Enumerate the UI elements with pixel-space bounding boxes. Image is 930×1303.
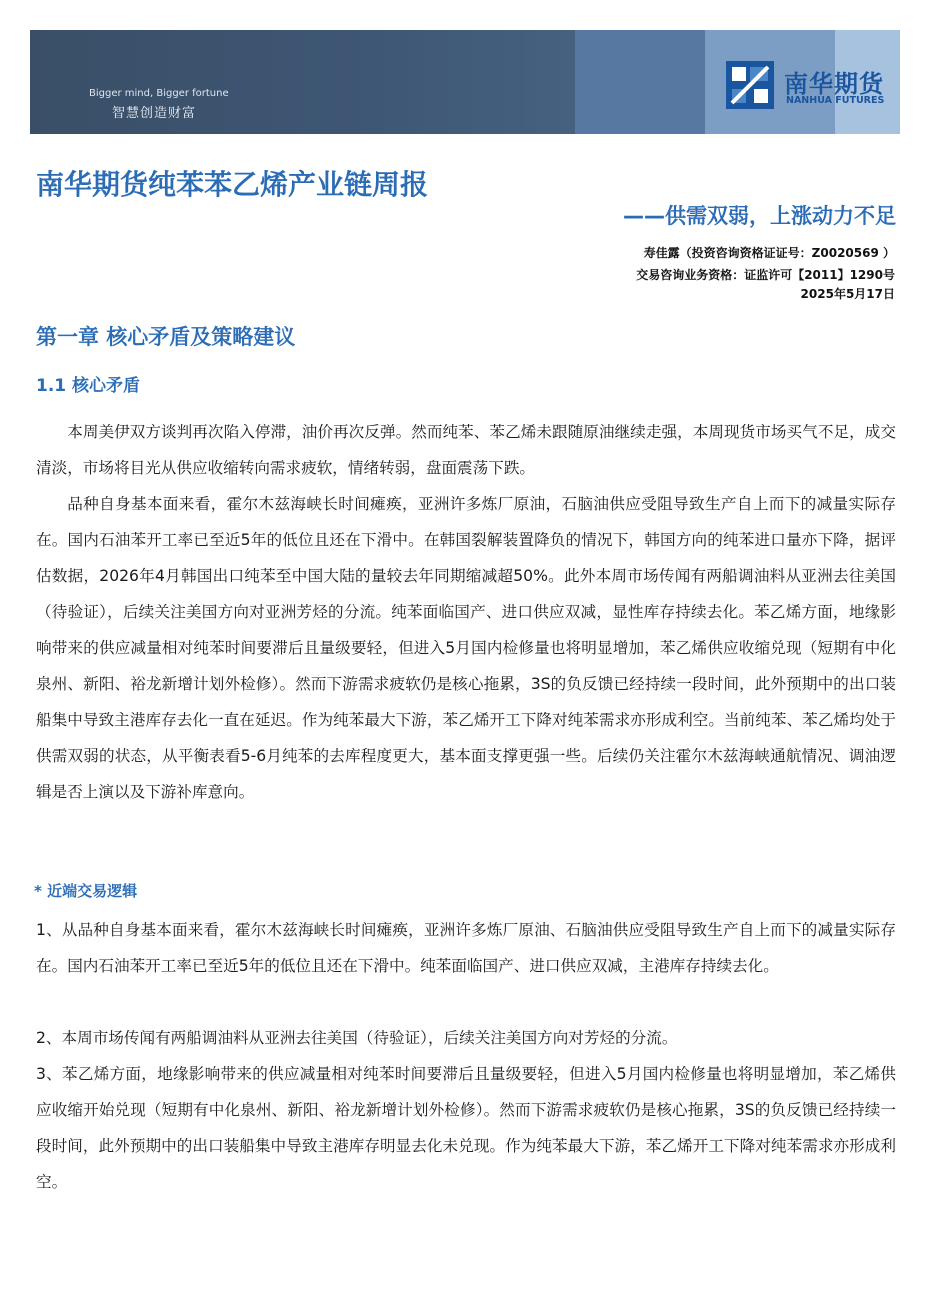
report-subtitle: ——供需双弱，上涨动力不足 bbox=[623, 204, 896, 228]
logic-item: 2、本周市场传闻有两船调油料从亚洲去往美国（待验证），后续关注美国方向对芳烃的分流。 bbox=[36, 1029, 678, 1047]
body-paragraph: 品种自身基本面来看，霍尔木兹海峡长时间瘫痪，亚洲许多炼厂原油，石脑油供应受阻导致生产自上而下的减量实际存在。国内石油苯开工率已至近5年的低位且还在下滑中。在韩国裂解装置降负的情况下，韩国方向的纯苯进口量亦下降，据评估数据，2026年4月韩国出口纯苯至中国大陆的量较去年同期缩减超50%。此外本周市场传闻有两船调油料从亚洲去往美国（待验证），后续关注美国方向对亚洲芳烃的分流。纯苯面临国产、进口供应双减，显性库存持续去化。苯乙烯方面，地缘影响带来的供应减量相对纯苯时间要滞后且量级要轻，但进入5月国内检修量也将明显增加，苯乙烯供应收缩兑现（短期有中化泉州、新阳、裕龙新增计划外检修）。然而下游需求疲软仍是核心拖累，3S的负反馈已经持续一段时间，此外预期中的出口装船集中导致主港库存去化一直在延迟。作为纯苯最大下游，苯乙烯开工下降对纯苯需求亦形成利空。当前纯苯、苯乙烯均处于供需双弱的状态，从平衡表看5-6月纯苯的去库程度更大，基本面支撑更强一些。后续仍关注霍尔木兹海峡通航情况、调油逻辑是否上演以及下游补库意向。 bbox=[36, 495, 896, 801]
logo-text-chinese: 南华期货 bbox=[784, 70, 884, 98]
section-heading: 1.1 核心矛盾 bbox=[36, 376, 141, 396]
report-title: 南华期货纯苯苯乙烯产业链周报 bbox=[36, 168, 429, 201]
chapter-heading: 第一章 核心矛盾及策略建议 bbox=[36, 325, 296, 349]
author-line: 寿佳露（投资咨询资格证证号：Z0020569 ） bbox=[643, 246, 895, 260]
banner-stripe bbox=[575, 30, 705, 134]
report-date: 2025年5月17日 bbox=[800, 287, 895, 301]
slogan-english: Bigger mind, Bigger fortune bbox=[89, 88, 229, 99]
logo-text-english: NANHUA FUTURES bbox=[786, 95, 885, 106]
near-term-heading: * 近端交易逻辑 bbox=[34, 882, 138, 900]
logic-item: 1、从品种自身基本面来看，霍尔木兹海峡长时间瘫痪，亚洲许多炼厂原油、石脑油供应受阻导致生产自上而下的减量实际存在。国内石油苯开工率已至近5年的低位且还在下滑中。纯苯面临国产、进口供应双减，主港库存持续去化。 bbox=[36, 921, 896, 975]
logic-item: 3、苯乙烯方面，地缘影响带来的供应减量相对纯苯时间要滞后且量级要轻，但进入5月国内检修量也将明显增加，苯乙烯供应收缩开始兑现（短期有中化泉州、新阳、裕龙新增计划外检修）。然而下游需求疲软仍是核心拖累，3S的负反馈已经持续一段时间，此外预期中的出口装船集中导致主港库存明显去化未兑现。作为纯苯最大下游，苯乙烯开工下降对纯苯需求亦形成利空。 bbox=[36, 1065, 896, 1191]
slogan-chinese: 智慧创造财富 bbox=[112, 106, 197, 121]
nanhua-logo-icon bbox=[726, 61, 774, 109]
header-banner bbox=[30, 30, 900, 134]
license-line: 交易咨询业务资格：证监许可【2011】1290号 bbox=[636, 268, 895, 282]
body-paragraph: 本周美伊双方谈判再次陷入停滞，油价再次反弹。然而纯苯、苯乙烯未跟随原油继续走强，本周现货市场买气不足，成交清淡，市场将目光从供应收缩转向需求疲软，情绪转弱，盘面震荡下跌。 bbox=[36, 423, 896, 477]
